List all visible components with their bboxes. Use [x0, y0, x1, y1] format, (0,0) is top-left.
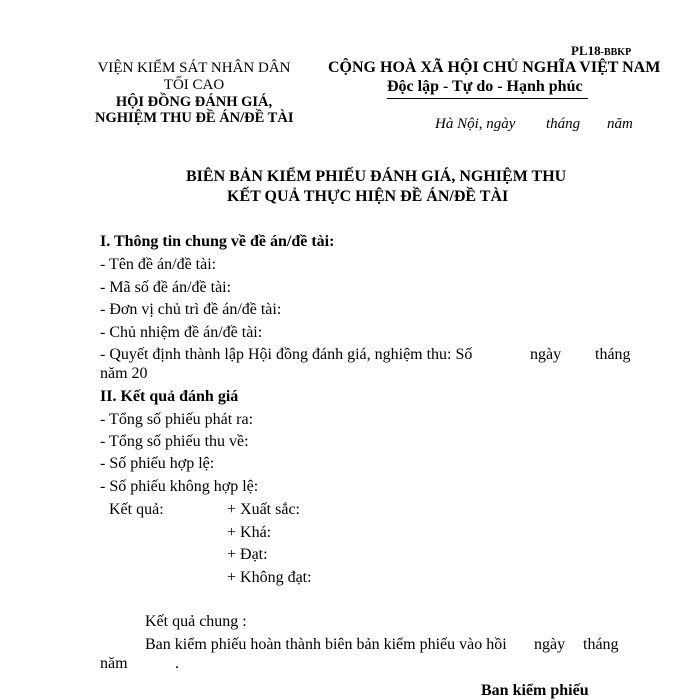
ballots-returned-field: - Tổng số phiếu thu về: — [100, 433, 249, 450]
result-good: + Khá: — [227, 524, 272, 541]
result-fail: + Không đạt: — [227, 569, 312, 586]
project-code-field: - Mã số đề án/đề tài: — [100, 279, 232, 296]
decision-text: - Quyết định thành lập Hội đồng đánh giá, nghiệm thu: Số — [100, 346, 473, 363]
date-place: Hà Nội, ngày — [435, 116, 516, 132]
result-label: Kết quả: — [109, 501, 164, 518]
general-result-label: Kết quả chung : — [145, 613, 247, 630]
date-month: tháng — [546, 116, 581, 132]
ballots-issued-field: - Tổng số phiếu phát ra: — [100, 411, 254, 428]
result-excellent: + Xuất sắc: — [227, 501, 300, 518]
section2-heading: II. Kết quả đánh giá — [100, 388, 239, 405]
project-leader-field: - Chủ nhiệm đề án/đề tài: — [100, 324, 263, 341]
invalid-ballots-field: - Số phiếu không hợp lệ: — [100, 478, 259, 495]
section1-heading: I. Thông tin chung về đề án/đề tài: — [100, 233, 335, 250]
signature-title: Ban kiểm phiếu — [481, 682, 589, 699]
project-name-field: - Tên đề án/đề tài: — [100, 256, 217, 273]
org-name-line2: TỐI CAO — [163, 77, 225, 93]
valid-ballots-field: - Số phiếu hợp lệ: — [100, 455, 215, 472]
country-name: CỘNG HOÀ XÃ HỘI CHỦ NGHĨA VIỆT NAM — [328, 59, 661, 76]
form-code — [571, 44, 631, 58]
council-name-line1: HỘI ĐỒNG ĐÁNH GIÁ, — [115, 94, 273, 110]
form-code-main: PL18 — [571, 43, 601, 58]
closing-text: Ban kiểm phiếu hoàn thành biên bản kiểm phiếu vào hồi — [145, 636, 507, 653]
closing-day: ngày — [534, 636, 566, 653]
national-motto: Độc lập - Tự do - Hạnh phúc — [387, 78, 583, 95]
decision-day: ngày — [530, 346, 562, 363]
document-title-line2: KẾT QUẢ THỰC HIỆN ĐỀ ÁN/ĐỀ TÀI — [227, 188, 509, 205]
council-name-line2: NGHIỆM THU ĐỀ ÁN/ĐỀ TÀI — [95, 110, 294, 126]
org-name-line1: VIỆN KIỂM SÁT NHÂN DÂN — [97, 60, 291, 76]
closing-year: năm — [100, 655, 128, 672]
closing-month: tháng — [583, 636, 619, 653]
decision-year: năm 20 — [100, 365, 148, 382]
decision-month: tháng — [595, 346, 631, 363]
form-code-suffix: -BBKP — [600, 47, 632, 58]
motto-underline — [387, 98, 588, 99]
document-title-line1: BIÊN BẢN KIỂM PHIẾU ĐÁNH GIÁ, NGHIỆM THU — [186, 168, 567, 185]
date-year: năm — [607, 116, 633, 132]
result-pass: + Đạt: — [227, 546, 268, 563]
host-unit-field: - Đơn vị chủ trì đề án/đề tài: — [100, 301, 282, 318]
closing-period: . — [175, 655, 179, 672]
